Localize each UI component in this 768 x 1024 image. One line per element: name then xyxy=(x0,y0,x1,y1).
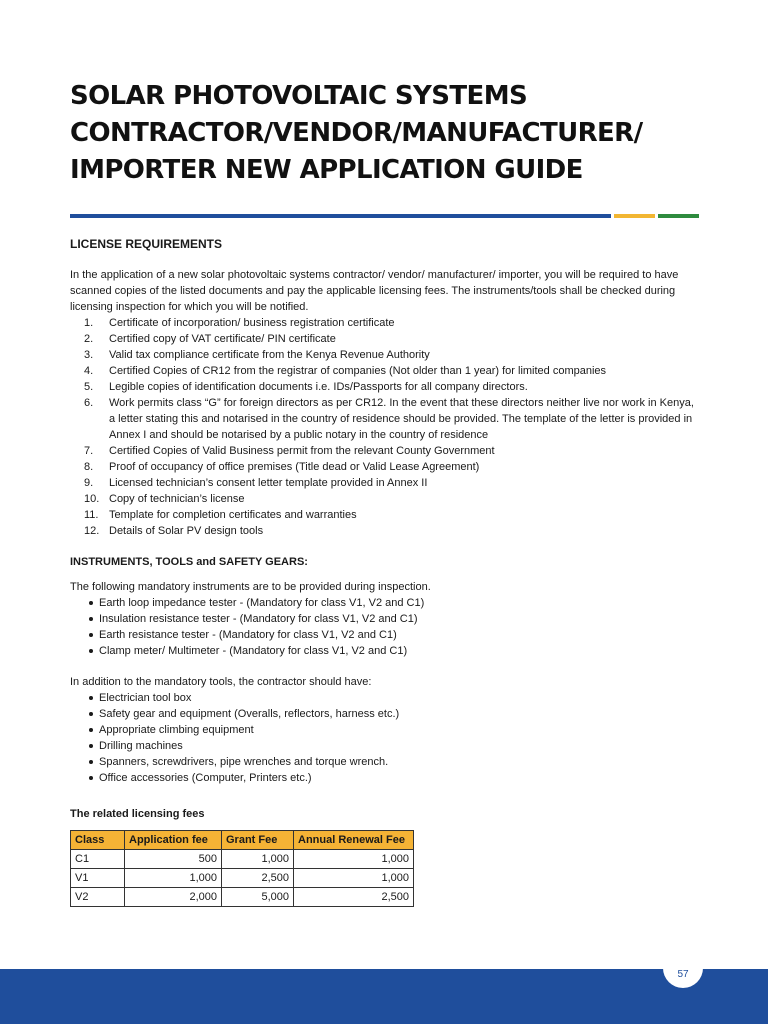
list-item: Drilling machines xyxy=(70,738,700,754)
list-item-number: 7. xyxy=(84,445,94,457)
table-row xyxy=(71,869,414,888)
license-intro: In the application of a new solar photovoltaic systems contractor/ vendor/ manufacturer/ importer, you will be required to have scanned copies of the listed documents and pay the applicable licensing fees. The instruments/tools shall be checked during licensing inspection for which you will be notified. xyxy=(70,269,679,313)
list-item-number: 5. xyxy=(84,381,94,393)
table-row xyxy=(71,888,414,907)
list-item xyxy=(70,331,700,347)
tools-list xyxy=(70,690,700,786)
list-item xyxy=(70,507,700,523)
column-header: Grant Fee xyxy=(222,831,294,850)
instruments-list xyxy=(70,595,700,659)
table-cell: 500 xyxy=(125,850,222,869)
list-item: Safety gear and equipment (Overalls, reflectors, harness etc.) xyxy=(70,706,700,722)
list-item-text: Details of Solar PV design tools xyxy=(109,525,264,537)
list-item xyxy=(70,363,700,379)
list-item xyxy=(70,379,700,395)
list-item: Clamp meter/ Multimeter - (Mandatory for class V1, V2 and C1) xyxy=(70,643,700,659)
list-item-number: 4. xyxy=(84,365,94,377)
fees-table xyxy=(70,830,414,907)
license-heading: LICENSE REQUIREMENTS xyxy=(70,237,223,251)
list-item xyxy=(70,523,700,539)
list-item-text: Certificate of incorporation/ business registration certificate xyxy=(109,317,395,329)
table-cell: 1,000 xyxy=(294,850,414,869)
list-item-number: 2. xyxy=(84,333,94,345)
table-header-row xyxy=(71,831,414,850)
table-cell: 2,500 xyxy=(222,869,294,888)
list-item: Earth loop impedance tester - (Mandatory for class V1, V2 and C1) xyxy=(70,595,700,611)
tools-intro: In addition to the mandatory tools, the contractor should have: xyxy=(70,676,372,688)
list-item-number: 8. xyxy=(84,461,94,473)
table-row xyxy=(71,850,414,869)
table-cell: 1,000 xyxy=(125,869,222,888)
list-item-text: Certified copy of VAT certificate/ PIN certificate xyxy=(109,333,336,345)
list-item: Appropriate climbing equipment xyxy=(70,722,700,738)
main-content xyxy=(70,236,700,822)
list-item-number: 9. xyxy=(84,477,94,489)
list-item-text: Certified Copies of CR12 from the registrar of companies (Not older than 1 year) for limited companies xyxy=(109,365,607,377)
list-item-text: Copy of technician’s license xyxy=(109,493,245,505)
column-header: Class xyxy=(71,831,125,850)
list-item: Spanners, screwdrivers, pipe wrenches and torque wrench. xyxy=(70,754,700,770)
list-item xyxy=(70,459,700,475)
list-item xyxy=(70,315,700,331)
list-item-text: Proof of occupancy of office premises (Title dead or Valid Lease Agreement) xyxy=(109,461,480,473)
list-item xyxy=(70,491,700,507)
title-rule-green xyxy=(658,214,699,218)
instruments-intro: The following mandatory instruments are to be provided during inspection. xyxy=(70,581,431,593)
requirements-list xyxy=(70,315,700,539)
list-item: Office accessories (Computer, Printers etc.) xyxy=(70,770,700,786)
title-line-1: SOLAR PHOTOVOLTAIC SYSTEMS xyxy=(70,81,528,111)
title-rule-yellow xyxy=(614,214,655,218)
list-item-text: Licensed technician’s consent letter template provided in Annex II xyxy=(109,477,428,489)
column-header: Application fee xyxy=(125,831,222,850)
footer-band xyxy=(0,969,768,1024)
list-item-number: 1. xyxy=(84,317,94,329)
column-header: Annual Renewal Fee xyxy=(294,831,414,850)
table-cell: 5,000 xyxy=(222,888,294,907)
list-item-text: Valid tax compliance certificate from the Kenya Revenue Authority xyxy=(109,349,430,361)
table-cell: 2,500 xyxy=(294,888,414,907)
title-line-2: CONTRACTOR/VENDOR/MANUFACTURER/ xyxy=(70,118,643,148)
table-cell: 1,000 xyxy=(222,850,294,869)
list-item: Earth resistance tester - (Mandatory for class V1, V2 and C1) xyxy=(70,627,700,643)
table-cell: C1 xyxy=(71,850,125,869)
title-line-3: IMPORTER NEW APPLICATION GUIDE xyxy=(70,155,583,185)
list-item-number: 10. xyxy=(84,493,100,505)
list-item-number: 11. xyxy=(84,509,99,521)
table-cell: 1,000 xyxy=(294,869,414,888)
list-item-number: 3. xyxy=(84,349,94,361)
list-item-number: 6. xyxy=(84,397,94,409)
title-rule-blue xyxy=(70,214,611,218)
list-item-text: Work permits class “G” for foreign directors as per CR12. In the event that these directors neither live nor work in Kenya, a letter stating this and notarised in the country of residence should be provided. The template of the letter is provided in Annex I and should be notarised by a public notary in the country of residence xyxy=(109,397,694,441)
table-cell: V2 xyxy=(71,888,125,907)
list-item xyxy=(70,443,700,459)
list-item-text: Template for completion certificates and warranties xyxy=(109,509,357,521)
table-cell: V1 xyxy=(71,869,125,888)
table-cell: 2,000 xyxy=(125,888,222,907)
list-item: Electrician tool box xyxy=(70,690,700,706)
list-item xyxy=(70,475,700,491)
page-number: 57 xyxy=(663,958,703,988)
list-item xyxy=(70,395,700,443)
instruments-heading: INSTRUMENTS, TOOLS and SAFETY GEARS: xyxy=(70,556,308,568)
list-item-text: Legible copies of identification documents i.e. IDs/Passports for all company directors. xyxy=(109,381,528,393)
page-title xyxy=(70,78,750,189)
list-item: Insulation resistance tester - (Mandatory for class V1, V2 and C1) xyxy=(70,611,700,627)
fees-heading: The related licensing fees xyxy=(70,808,205,820)
list-item-text: Certified Copies of Valid Business permit from the relevant County Government xyxy=(109,445,495,457)
list-item xyxy=(70,347,700,363)
list-item-number: 12. xyxy=(84,525,100,537)
